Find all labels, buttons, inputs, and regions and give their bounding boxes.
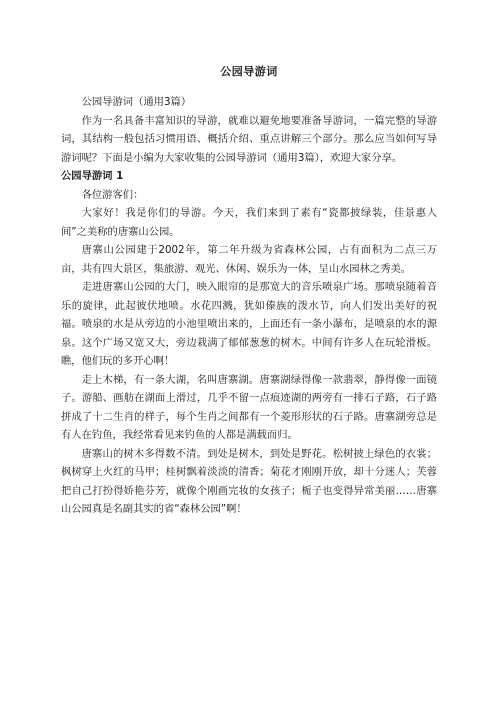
document-title: 公园导游词 [220, 65, 278, 78]
body-paragraph: 大家好！我是你们的导游。今天，我们来到了素有“瓷都披绿装，佳景惠人间”之美称的唐寨山公园。 [61, 207, 437, 238]
document-body [61, 93, 437, 519]
greeting-line: 各位游客们： [81, 188, 144, 201]
body-paragraph: 走进唐寨山公园的大门，映入眼帘的是那宽大的音乐喷泉广场。那喷泉随着音乐的旋律，此起彼伏地喷。水花四溅，犹如傣族的泼水节，向人们发出美好的祝福。喷泉的水是从旁边的小池里喷出来的，上面还有一条小瀑布，是喷泉的水的源泉。这个广场又宽又大，旁边栽满了郁郁葱葱的树木。中间有许多人在玩轮滑板。瞧，他们玩的多开心啊！ [61, 281, 437, 367]
body-paragraph: 走上木梯，有一条大湖，名叫唐寨湖。唐寨湖绿得像一款翡翠，静得像一面镜子。游船、画舫在湖面上滑过，几乎不留一点痕迹湖的两旁有一排石子路，石子路拼成了十二生肖的样子，每个生肖之间都有一个菱形形状的石子路。唐寨湖旁总是有人在钓鱼，我经常看见来钓鱼的人都是满载而归。 [61, 373, 437, 441]
body-paragraph: 唐寨山的树木多得数不清。到处是树木，到处是野花。松树披上绿色的衣裳；枫树穿上火红的马甲；桂树飘着淡淡的清香；菊花才刚刚开放，却十分迷人；芙蓉把自己打扮得娇艳芬芳，就像个刚画完妆的女孩子；栀子也变得异常美丽……唐寨山公园真是名副其实的省“森林公园”啊！ [61, 447, 437, 515]
section-heading: 公园导游词 1 [61, 170, 124, 182]
intro-line: 公园导游词（通用3篇） [81, 96, 192, 108]
lead-paragraph: 作为一名具备丰富知识的导游，就难以避免地要准备导游词，一篇完整的导游词，其结构一般包括习惯用语、概括介绍、重点讲解三个部分。那么应当如何写导游词呢？下面是小编为大家收集的公园导游词（通用3篇），欢迎大家分享。 [61, 114, 437, 164]
body-paragraph: 唐寨山公园建于2002年，第二年升级为省森林公园，占有面积为二点三万亩，共有四大景区，集旅游、观光、休闲、娱乐为一体，呈山水园林之秀美。 [61, 244, 437, 275]
document-page [61, 0, 437, 519]
